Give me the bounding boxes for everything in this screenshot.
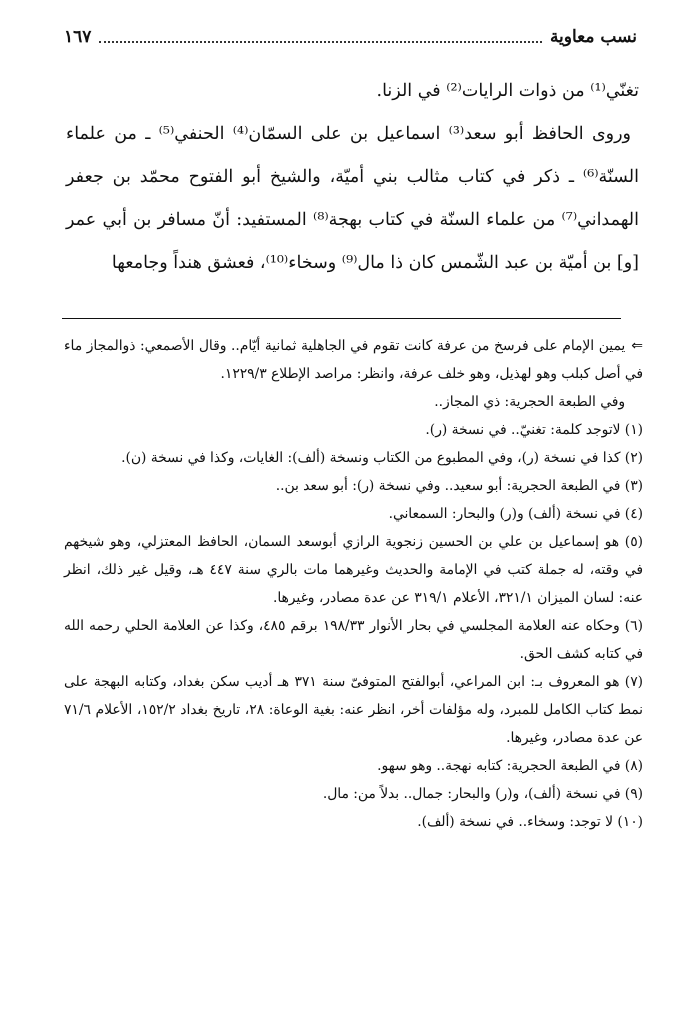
footnote: (١) لاتوجد كلمة: تغنيّ.. في نسخة (ر). — [425, 422, 643, 438]
footnote: (٩) في نسخة (ألف)، و(ر) والبحار: جمال.. بدلاً من: مال. — [322, 786, 643, 802]
footnote: (١٠) لا توجد: وسخاء.. في نسخة (ألف). — [417, 814, 643, 830]
running-head — [64, 22, 637, 52]
footnote: (٥) هو إسماعيل بن علي بن الحسين زنجوية الرازي أبوسعد السمان، الحافظ المعتزلي، وهو شيخهم في وقته، له جملة كتب في الإمامة والحديث وغيرهما مات بالري سنة ٤٤٧ هـ، وقيل غير ذلك، انظر عنه: لسان الميزان ٣٢١/١، الأعلام ٣١٩/١ عن عدة مصادر، وغيرها. — [64, 534, 643, 606]
footnote-continuation-text: يمين الإمام على فرسخ من عرفة كانت تقوم في الجاهلية ثمانية أيّام.. وقال الأصمعي: ذوالمجاز ماء في أصل كبلب وهو لهذيل، وهو خلف عرفة، وانظر: مراصد الإطلاع ١٢٢٩/٣. — [64, 338, 643, 382]
footnote: (٧) هو المعروف بـ: ابن المراعي، أبوالفتح المتوفىّ سنة ٣٧١ هـ أديب سكن بغداد، وكتابه البهجة على نمط كتاب الكامل للمبرد، وله مؤلفات أخر، انظر عنه: بغية الوعاة: ٢٨، تاريخ بغداد ١٥٢/٢، الأعلام ٧١/٦ عن عدة مصادر، وغيرها. — [64, 674, 644, 746]
footnote: (٦) وحكاه عنه العلامة المجلسي في بحار الأنوار ١٩٨/٣٣ برقم ٤٨٥، وكذا عن العلامة الحلي رحمه الله في كتابه كشف الحق. — [64, 618, 643, 662]
footnotes — [64, 332, 643, 836]
running-title: نسب معاوية — [549, 27, 637, 47]
main-paragraph: تغنّي⁽¹⁾ من ذوات الرايات⁽²⁾ في الزنا. — [376, 81, 639, 101]
footnote-separator — [62, 318, 621, 319]
continuation-arrow-icon: ⇐ — [631, 338, 643, 354]
footnote-continuation — [64, 332, 643, 388]
footnote: (٣) في الطبعة الحجرية: أبو سعيد.. وفي نسخة (ر): أبو سعد بن.. — [275, 478, 643, 494]
page-number: ١٦٧ — [64, 27, 92, 47]
leader-dots — [99, 41, 542, 43]
footnote: (٢) كذا في نسخة (ر)، وفي المطبوع من الكتاب ونسخة (ألف): الغايات، وكذا في نسخة (ن). — [121, 450, 643, 466]
footnote: (٤) في نسخة (ألف) و(ر) والبحار: السمعاني. — [388, 506, 643, 522]
main-text — [66, 70, 639, 285]
footnote-continuation: وفي الطبعة الحجرية: ذي المجاز.. — [434, 394, 625, 410]
main-paragraph: وروى الحافظ أبو سعد⁽³⁾ اسماعيل بن على السمّان⁽⁴⁾ الحنفي⁽⁵⁾ ـ من علماء السنّة⁽⁶⁾ ـ ذكر في كتاب مثالب بني أميّة، والشيخ أبو الفتوح محمّد بن جعفر الهمداني⁽⁷⁾ من علماء السنّة في كتاب بهجة⁽⁸⁾ المستفيد: أنّ مسافر بن أبي عمر [و] بن أميّة بن عبد الشّمس كان ذا مال⁽⁹⁾ وسخاء⁽¹⁰⁾، فعشق هنداً وجامعها — [66, 124, 639, 273]
footnote: (٨) في الطبعة الحجرية: كتابه نهجة.. وهو سهو. — [377, 758, 643, 774]
